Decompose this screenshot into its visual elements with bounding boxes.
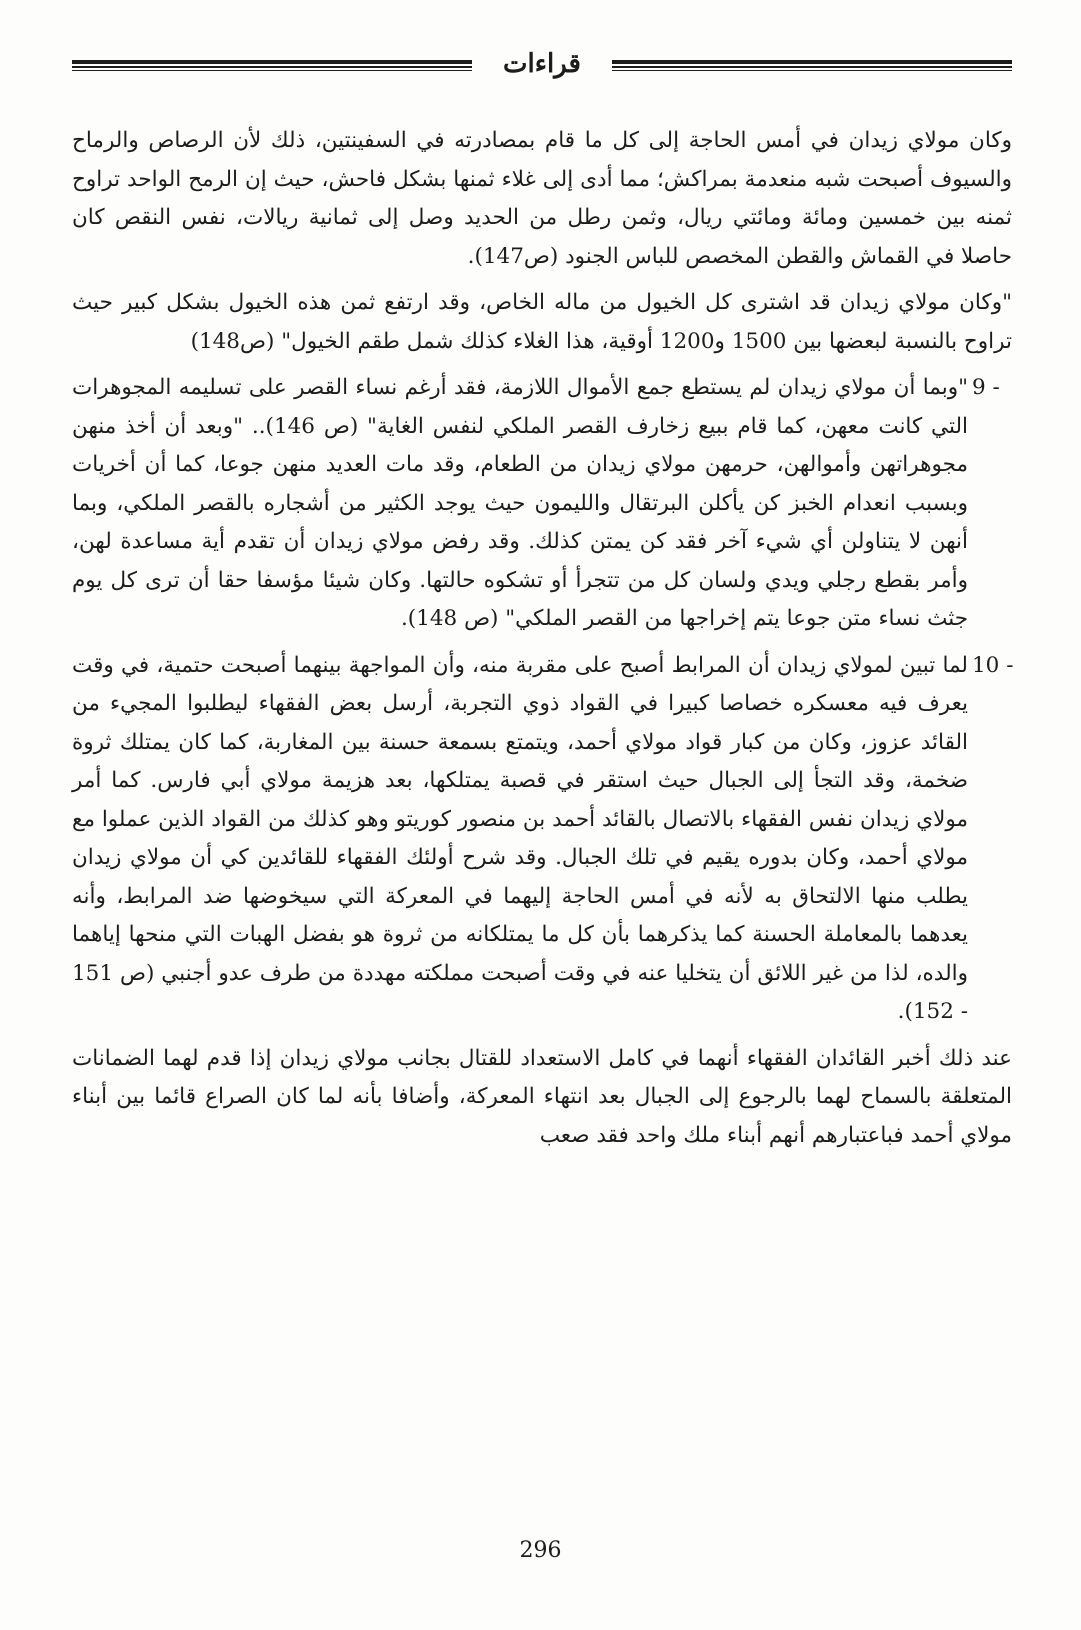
page-body [72, 122, 1012, 1163]
paragraph-horses: "وكان مولاي زيدان قد اشترى كل الخيول من ماله الخاص، وقد ارتفع ثمن هذه الخيول بشكل كبير حيث تراوح بالنسبة لبعضها بين 1500 و1200 أوقية، هذا الغلاء كذلك شمل طقم الخيول" (ص148) [72, 290, 1012, 354]
item-number: 9 - [972, 375, 1000, 400]
list-item [72, 647, 1012, 1032]
header-rule-left [72, 60, 472, 72]
paragraph-weapons: وكان مولاي زيدان في أمس الحاجة إلى كل ما قام بمصادرته في السفينتين، ذلك لأن الرصاص والرماح والسيوف أصبحت شبه منعدمة بمراكش؛ مما أدى إلى غلاء ثمنها بشكل فاحش، حيث إن الرمح الواحد تراوح ثمنه بين خمسين ومائة ومائتي ريال، وثمن رطل من الحديد وصل إلى ثمانية ريالات، نفس النقص كان حاصلا في القماش والقطن المخصص للباس الجنود (ص147). [72, 128, 1012, 269]
item-text: "وبما أن مولاي زيدان لم يستطع جمع الأموال اللازمة، فقد أرغم نساء القصر على تسليمه المجوهرات التي كانت معهن، كما قام ببيع زخارف القصر الملكي لنفس الغاية" (ص 146).. "وبعد أن أخذ منهن مجوهراتهن وأموالهن، حرمهن مولاي زيدان من الطعام، وقد مات العديد منهن جوعا، كما أن أخريات وبسبب انعدام الخبز كن يأكلن البرتقال والليمون حيث يوجد الكثير من أشجاره بالقصر الملكي، وبما أنهن لا يتناولن أي شيء آخر فقد كن يمتن كذلك. وقد رفض مولاي زيدان أن تقدم أية مساعدة لهن، وأمر بقطع رجلي ويدي ولسان كل من تتجرأ أو تشكوه حالتها. وكان شيئا مؤسفا حقا أن ترى كل يوم جثث نساء متن جوعا يتم إخراجها من القصر الملكي" (ص 148). [72, 375, 968, 631]
header-title: قراءات [503, 49, 581, 79]
page-number: 296 [519, 1538, 562, 1563]
header-rule-right [612, 60, 1012, 72]
paragraph-conclusion: عند ذلك أخبر القائدان الفقهاء أنهما في كامل الاستعداد للقتال بجانب مولاي زيدان إذا قدم لهما الضمانات المتعلقة بالسماح لهما بالرجوع إلى الجبال بعد انتهاء المعركة، وأضافا بأنه لما كان الصراع قائما بين أبناء مولاي أحمد فباعتبارهم أنهم أبناء ملك واحد فقد صعب [72, 1045, 1012, 1148]
item-number: 10 - [972, 652, 1014, 678]
list-item [72, 369, 1012, 639]
item-text: لما تبين لمولاي زيدان أن المرابط أصبح على مقربة منه، وأن المواجهة بينهما أصبحت حتمية، في وقت يعرف فيه معسكره خصاصا كبيرا في القواد ذوي التجربة، أرسل بعض الفقهاء ليطلبوا المجيء من القائد عزوز، وكان من كبار قواد مولاي أحمد، ويتمتع بسمعة حسنة بين المغاربة، كما كان يمتلك ثروة ضخمة، وقد التجأ إلى الجبال حيث استقر في قصبة يمتلكها، بعد هزيمة مولاي أبي فارس. كما أمر مولاي زيدان نفس الفقهاء بالاتصال بالقائد أحمد بن منصور كوريتو وهو كذلك من القواد الذين عملوا مع مولاي أحمد، وكان بدوره يقيم في تلك الجبال. وقد شرح أولئك الفقهاء للقائدين كي أن مولاي زيدان يطلب منها الالتحاق به لأنه في أمس الحاجة إليهما في المعركة التي سيخوضها ضد المرابط، وأنه يعدهما بالمعاملة الحسنة كما يذكرهما بأن كل ما يمتلكانه من ثروة هو بفضل الهبات التي منحها إياهما والده، لذا من غير اللائق أن يتخليا عنه في وقت أصبحت مملكته مهددة من طرف عدو أجنبي (ص 151 - 152). [72, 652, 968, 1024]
running-header [72, 44, 1012, 84]
